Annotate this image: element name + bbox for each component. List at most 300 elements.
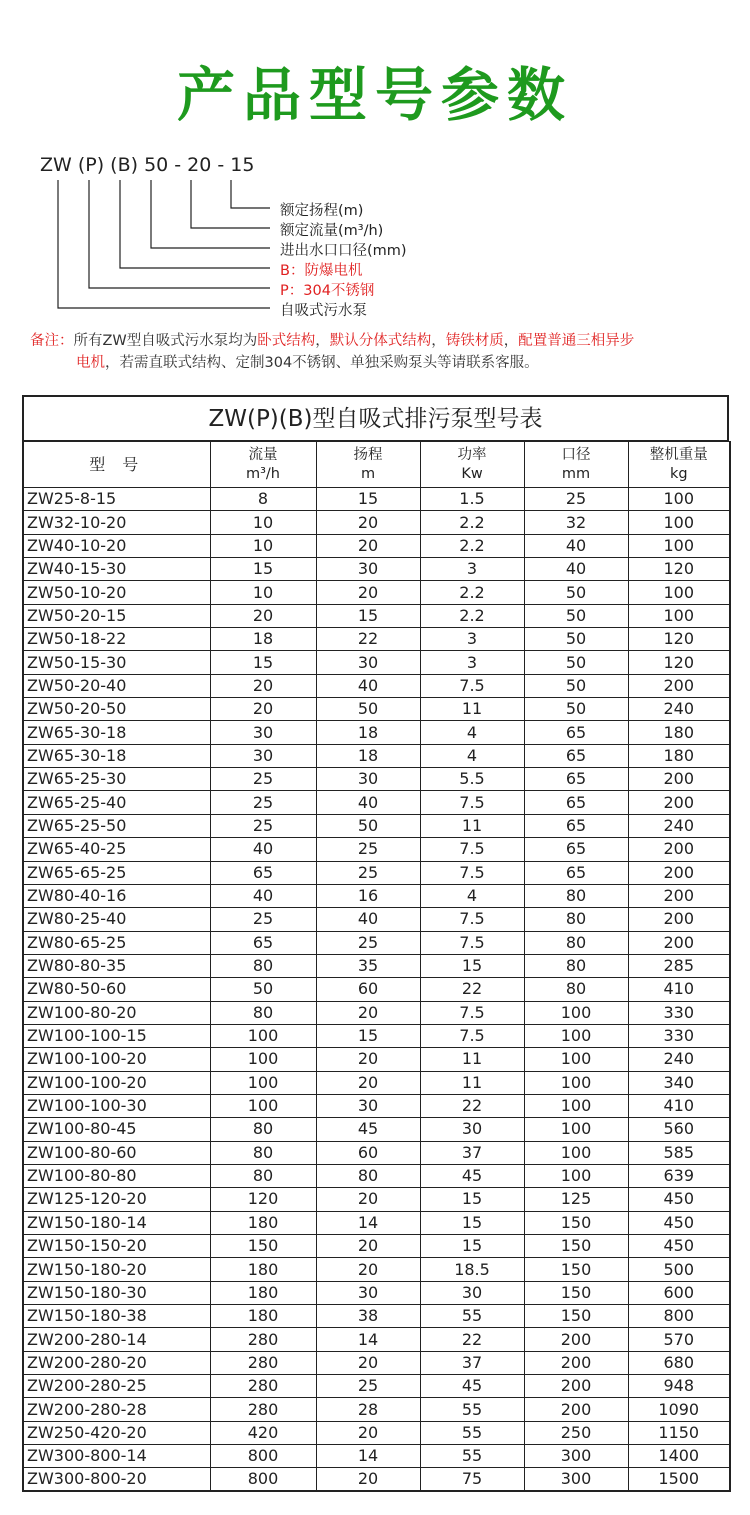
cell-power: 37 [420, 1351, 524, 1374]
cell-weight: 180 [628, 721, 730, 744]
cell-head: 20 [316, 1468, 420, 1492]
cell-power: 4 [420, 884, 524, 907]
cell-flow: 30 [210, 744, 316, 767]
cell-head: 20 [316, 1421, 420, 1444]
model-code-connector-lines [38, 150, 738, 325]
cell-head: 18 [316, 721, 420, 744]
cell-head: 25 [316, 861, 420, 884]
table-row [23, 1351, 730, 1374]
cell-weight: 340 [628, 1071, 730, 1094]
cell-weight: 450 [628, 1211, 730, 1234]
cell-diameter: 100 [524, 1024, 628, 1047]
cell-power: 45 [420, 1164, 524, 1187]
header-label: 流量 [248, 446, 278, 463]
cell-flow: 25 [210, 768, 316, 791]
cell-diameter: 65 [524, 721, 628, 744]
cell-model: ZW250-420-20 [23, 1421, 210, 1444]
cell-head: 40 [316, 674, 420, 697]
cell-weight: 200 [628, 768, 730, 791]
cell-weight: 285 [628, 954, 730, 977]
table-row [23, 1421, 730, 1444]
cell-head: 14 [316, 1328, 420, 1351]
model-table [22, 441, 731, 1492]
cell-weight: 240 [628, 1048, 730, 1071]
note-block [30, 330, 730, 374]
cell-power: 1.5 [420, 488, 524, 511]
cell-diameter: 150 [524, 1258, 628, 1281]
table-row [23, 558, 730, 581]
cell-model: ZW100-100-20 [23, 1071, 210, 1094]
cell-model: ZW50-20-40 [23, 674, 210, 697]
table-row [23, 1094, 730, 1117]
cell-diameter: 200 [524, 1351, 628, 1374]
cell-power: 4 [420, 744, 524, 767]
cell-head: 20 [316, 534, 420, 557]
cell-model: ZW65-30-18 [23, 744, 210, 767]
cell-power: 22 [420, 1094, 524, 1117]
cell-head: 30 [316, 558, 420, 581]
cell-power: 37 [420, 1141, 524, 1164]
cell-power: 22 [420, 1328, 524, 1351]
legend-diameter: 进出水口口径(mm) [280, 243, 407, 259]
cell-flow: 180 [210, 1281, 316, 1304]
cell-flow: 15 [210, 558, 316, 581]
cell-diameter: 150 [524, 1305, 628, 1328]
cell-flow: 280 [210, 1328, 316, 1351]
cell-power: 7.5 [420, 1001, 524, 1024]
table-row [23, 628, 730, 651]
cell-diameter: 200 [524, 1375, 628, 1398]
cell-model: ZW80-50-60 [23, 978, 210, 1001]
cell-model: ZW50-10-20 [23, 581, 210, 604]
cell-model: ZW80-65-25 [23, 931, 210, 954]
cell-model: ZW100-80-80 [23, 1164, 210, 1187]
cell-power: 4 [420, 721, 524, 744]
cell-diameter: 150 [524, 1235, 628, 1258]
cell-diameter: 100 [524, 1001, 628, 1024]
cell-weight: 450 [628, 1188, 730, 1211]
cell-head: 20 [316, 1258, 420, 1281]
cell-model: ZW100-100-20 [23, 1048, 210, 1071]
cell-weight: 1090 [628, 1398, 730, 1421]
table-row [23, 1281, 730, 1304]
cell-model: ZW50-20-50 [23, 698, 210, 721]
table-row [23, 1118, 730, 1141]
cell-model: ZW150-180-30 [23, 1281, 210, 1304]
table-row [23, 604, 730, 627]
cell-head: 20 [316, 581, 420, 604]
cell-diameter: 200 [524, 1328, 628, 1351]
cell-flow: 65 [210, 931, 316, 954]
cell-power: 11 [420, 1048, 524, 1071]
cell-power: 7.5 [420, 791, 524, 814]
cell-power: 55 [420, 1398, 524, 1421]
cell-weight: 330 [628, 1001, 730, 1024]
cell-head: 16 [316, 884, 420, 907]
note-text: ， [315, 333, 330, 349]
cell-model: ZW32-10-20 [23, 511, 210, 534]
table-row [23, 674, 730, 697]
header-unit: m³/h [245, 465, 280, 482]
cell-model: ZW100-80-20 [23, 1001, 210, 1024]
table-row [23, 1305, 730, 1328]
legend-stainless: P：304不锈钢 [280, 283, 375, 299]
cell-weight: 100 [628, 581, 730, 604]
legend-head: 额定扬程(m) [280, 203, 364, 219]
cell-flow: 80 [210, 1001, 316, 1024]
cell-diameter: 40 [524, 558, 628, 581]
cell-diameter: 80 [524, 931, 628, 954]
cell-flow: 80 [210, 1118, 316, 1141]
cell-weight: 948 [628, 1375, 730, 1398]
cell-power: 7.5 [420, 838, 524, 861]
cell-diameter: 65 [524, 814, 628, 837]
cell-weight: 560 [628, 1118, 730, 1141]
cell-model: ZW100-80-60 [23, 1141, 210, 1164]
cell-flow: 25 [210, 908, 316, 931]
cell-weight: 240 [628, 814, 730, 837]
cell-diameter: 100 [524, 1048, 628, 1071]
cell-power: 55 [420, 1445, 524, 1468]
cell-weight: 200 [628, 791, 730, 814]
cell-flow: 10 [210, 581, 316, 604]
cell-power: 3 [420, 558, 524, 581]
cell-head: 20 [316, 1235, 420, 1258]
cell-diameter: 300 [524, 1445, 628, 1468]
note-highlight: 电机 [76, 355, 105, 371]
cell-head: 15 [316, 488, 420, 511]
cell-head: 22 [316, 628, 420, 651]
cell-weight: 1500 [628, 1468, 730, 1492]
cell-model: ZW100-80-45 [23, 1118, 210, 1141]
table-row [23, 698, 730, 721]
cell-flow: 120 [210, 1188, 316, 1211]
cell-head: 25 [316, 1375, 420, 1398]
table-row [23, 1211, 730, 1234]
cell-diameter: 50 [524, 581, 628, 604]
cell-model: ZW65-30-18 [23, 721, 210, 744]
header-unit: mm [561, 465, 591, 482]
cell-diameter: 100 [524, 1164, 628, 1187]
header-label: 型 号 [89, 455, 145, 474]
cell-head: 45 [316, 1118, 420, 1141]
cell-power: 30 [420, 1118, 524, 1141]
cell-weight: 100 [628, 534, 730, 557]
cell-power: 5.5 [420, 768, 524, 791]
cell-weight: 200 [628, 908, 730, 931]
note-highlight: 默认分体式结构 [329, 333, 432, 349]
header-unit: m [360, 465, 376, 482]
cell-power: 2.2 [420, 604, 524, 627]
table-row [23, 884, 730, 907]
table-title: ZW(P)(B)型自吸式排污泵型号表 [22, 395, 729, 441]
cell-flow: 180 [210, 1305, 316, 1328]
cell-weight: 100 [628, 604, 730, 627]
cell-diameter: 50 [524, 628, 628, 651]
cell-power: 15 [420, 1211, 524, 1234]
table-row [23, 651, 730, 674]
cell-diameter: 250 [524, 1421, 628, 1444]
table-row [23, 954, 730, 977]
cell-diameter: 65 [524, 838, 628, 861]
cell-diameter: 80 [524, 954, 628, 977]
cell-power: 7.5 [420, 861, 524, 884]
cell-diameter: 150 [524, 1211, 628, 1234]
cell-power: 45 [420, 1375, 524, 1398]
cell-model: ZW200-280-28 [23, 1398, 210, 1421]
cell-model: ZW100-100-15 [23, 1024, 210, 1047]
cell-flow: 800 [210, 1468, 316, 1492]
note-label: 备注： [30, 333, 74, 349]
cell-head: 25 [316, 931, 420, 954]
cell-model: ZW40-15-30 [23, 558, 210, 581]
table-row [23, 791, 730, 814]
cell-weight: 450 [628, 1235, 730, 1258]
cell-head: 20 [316, 511, 420, 534]
cell-weight: 100 [628, 511, 730, 534]
cell-weight: 585 [628, 1141, 730, 1164]
cell-power: 11 [420, 1071, 524, 1094]
cell-flow: 180 [210, 1211, 316, 1234]
table-row [23, 838, 730, 861]
cell-flow: 800 [210, 1445, 316, 1468]
header-flow [210, 442, 316, 488]
cell-weight: 200 [628, 674, 730, 697]
cell-flow: 20 [210, 604, 316, 627]
cell-head: 18 [316, 744, 420, 767]
cell-power: 2.2 [420, 581, 524, 604]
cell-power: 15 [420, 1235, 524, 1258]
cell-head: 14 [316, 1445, 420, 1468]
cell-power: 75 [420, 1468, 524, 1492]
table-row [23, 768, 730, 791]
legend-pump-type: 自吸式污水泵 [280, 303, 367, 319]
cell-model: ZW65-65-25 [23, 861, 210, 884]
cell-power: 7.5 [420, 674, 524, 697]
cell-flow: 20 [210, 674, 316, 697]
cell-weight: 680 [628, 1351, 730, 1374]
table-row [23, 1375, 730, 1398]
cell-head: 80 [316, 1164, 420, 1187]
cell-head: 20 [316, 1071, 420, 1094]
header-head [316, 442, 420, 488]
cell-diameter: 200 [524, 1398, 628, 1421]
note-highlight: 卧式结构 [257, 333, 316, 349]
cell-weight: 240 [628, 698, 730, 721]
header-diameter [524, 442, 628, 488]
cell-model: ZW150-180-14 [23, 1211, 210, 1234]
cell-head: 20 [316, 1351, 420, 1374]
cell-flow: 18 [210, 628, 316, 651]
header-power [420, 442, 524, 488]
cell-flow: 100 [210, 1024, 316, 1047]
cell-model: ZW65-40-25 [23, 838, 210, 861]
cell-power: 18.5 [420, 1258, 524, 1281]
cell-model: ZW65-25-50 [23, 814, 210, 837]
cell-flow: 50 [210, 978, 316, 1001]
legend-explosion-proof: B：防爆电机 [280, 263, 363, 279]
cell-weight: 1150 [628, 1421, 730, 1444]
table-row [23, 861, 730, 884]
header-model [23, 442, 210, 488]
cell-flow: 420 [210, 1421, 316, 1444]
cell-head: 28 [316, 1398, 420, 1421]
cell-diameter: 300 [524, 1468, 628, 1492]
header-label: 功率 [457, 446, 487, 463]
cell-diameter: 50 [524, 651, 628, 674]
table-row [23, 744, 730, 767]
cell-diameter: 80 [524, 884, 628, 907]
table-row [23, 1071, 730, 1094]
page-title: 产品型号参数 [176, 61, 573, 129]
cell-diameter: 50 [524, 674, 628, 697]
header-unit: kg [669, 465, 688, 482]
note-text: 所有ZW型自吸式污水泵均为 [73, 333, 258, 349]
cell-weight: 800 [628, 1305, 730, 1328]
cell-flow: 10 [210, 511, 316, 534]
table-row [23, 488, 730, 511]
cell-head: 30 [316, 651, 420, 674]
cell-weight: 180 [628, 744, 730, 767]
cell-weight: 500 [628, 1258, 730, 1281]
table-row [23, 1398, 730, 1421]
table-row [23, 1141, 730, 1164]
cell-head: 40 [316, 791, 420, 814]
cell-flow: 100 [210, 1048, 316, 1071]
cell-flow: 65 [210, 861, 316, 884]
cell-power: 55 [420, 1305, 524, 1328]
cell-model: ZW100-100-30 [23, 1094, 210, 1117]
table-row [23, 581, 730, 604]
table-row [23, 1164, 730, 1187]
cell-power: 22 [420, 978, 524, 1001]
cell-flow: 100 [210, 1071, 316, 1094]
cell-weight: 120 [628, 651, 730, 674]
cell-diameter: 100 [524, 1094, 628, 1117]
legend-flow: 额定流量(m³/h) [280, 223, 384, 239]
cell-flow: 25 [210, 791, 316, 814]
cell-power: 7.5 [420, 1024, 524, 1047]
cell-model: ZW80-40-16 [23, 884, 210, 907]
cell-flow: 280 [210, 1375, 316, 1398]
cell-diameter: 150 [524, 1281, 628, 1304]
cell-diameter: 40 [524, 534, 628, 557]
cell-head: 15 [316, 1024, 420, 1047]
cell-flow: 180 [210, 1258, 316, 1281]
cell-model: ZW300-800-20 [23, 1468, 210, 1492]
cell-model: ZW25-8-15 [23, 488, 210, 511]
note-text: ， [503, 333, 519, 349]
cell-weight: 410 [628, 1094, 730, 1117]
table-row [23, 534, 730, 557]
cell-diameter: 100 [524, 1141, 628, 1164]
cell-power: 3 [420, 651, 524, 674]
cell-flow: 10 [210, 534, 316, 557]
table-row [23, 511, 730, 534]
cell-model: ZW150-180-38 [23, 1305, 210, 1328]
note-text: ， [431, 333, 446, 349]
cell-head: 50 [316, 814, 420, 837]
cell-head: 60 [316, 978, 420, 1001]
cell-model: ZW200-280-20 [23, 1351, 210, 1374]
note-highlight: 铸铁材质 [445, 333, 504, 349]
cell-weight: 600 [628, 1281, 730, 1304]
cell-diameter: 125 [524, 1188, 628, 1211]
cell-flow: 80 [210, 1164, 316, 1187]
cell-head: 20 [316, 1048, 420, 1071]
cell-head: 25 [316, 838, 420, 861]
cell-weight: 120 [628, 628, 730, 651]
model-table-container [22, 395, 729, 1492]
cell-flow: 40 [210, 838, 316, 861]
table-row [23, 1258, 730, 1281]
table-row [23, 1188, 730, 1211]
table-row [23, 978, 730, 1001]
cell-diameter: 100 [524, 1071, 628, 1094]
cell-flow: 280 [210, 1351, 316, 1374]
cell-head: 14 [316, 1211, 420, 1234]
cell-model: ZW50-15-30 [23, 651, 210, 674]
table-row [23, 1235, 730, 1258]
cell-power: 3 [420, 628, 524, 651]
cell-diameter: 100 [524, 1118, 628, 1141]
cell-model: ZW80-80-35 [23, 954, 210, 977]
cell-head: 38 [316, 1305, 420, 1328]
cell-model: ZW40-10-20 [23, 534, 210, 557]
cell-flow: 80 [210, 954, 316, 977]
cell-head: 40 [316, 908, 420, 931]
cell-flow: 150 [210, 1235, 316, 1258]
cell-model: ZW65-25-30 [23, 768, 210, 791]
table-row [23, 1445, 730, 1468]
cell-head: 60 [316, 1141, 420, 1164]
model-code-example: ZW (P) (B) 50 - 20 - 15 [40, 154, 255, 176]
cell-weight: 200 [628, 861, 730, 884]
cell-head: 50 [316, 698, 420, 721]
cell-diameter: 65 [524, 791, 628, 814]
table-row [23, 1024, 730, 1047]
cell-flow: 15 [210, 651, 316, 674]
cell-power: 15 [420, 954, 524, 977]
header-label: 口径 [561, 446, 591, 463]
cell-model: ZW150-180-20 [23, 1258, 210, 1281]
cell-flow: 8 [210, 488, 316, 511]
cell-power: 11 [420, 698, 524, 721]
table-row [23, 931, 730, 954]
cell-weight: 1400 [628, 1445, 730, 1468]
cell-diameter: 65 [524, 768, 628, 791]
cell-weight: 570 [628, 1328, 730, 1351]
cell-power: 15 [420, 1188, 524, 1211]
model-code-diagram [38, 150, 738, 325]
cell-power: 7.5 [420, 931, 524, 954]
cell-head: 15 [316, 604, 420, 627]
table-body [23, 488, 730, 1492]
cell-power: 2.2 [420, 511, 524, 534]
table-row [23, 721, 730, 744]
cell-power: 7.5 [420, 908, 524, 931]
table-header-row [23, 442, 730, 488]
cell-flow: 25 [210, 814, 316, 837]
cell-weight: 200 [628, 884, 730, 907]
cell-diameter: 65 [524, 744, 628, 767]
table-row [23, 1048, 730, 1071]
cell-head: 20 [316, 1188, 420, 1211]
cell-model: ZW150-150-20 [23, 1235, 210, 1258]
cell-diameter: 80 [524, 908, 628, 931]
cell-flow: 20 [210, 698, 316, 721]
cell-head: 35 [316, 954, 420, 977]
